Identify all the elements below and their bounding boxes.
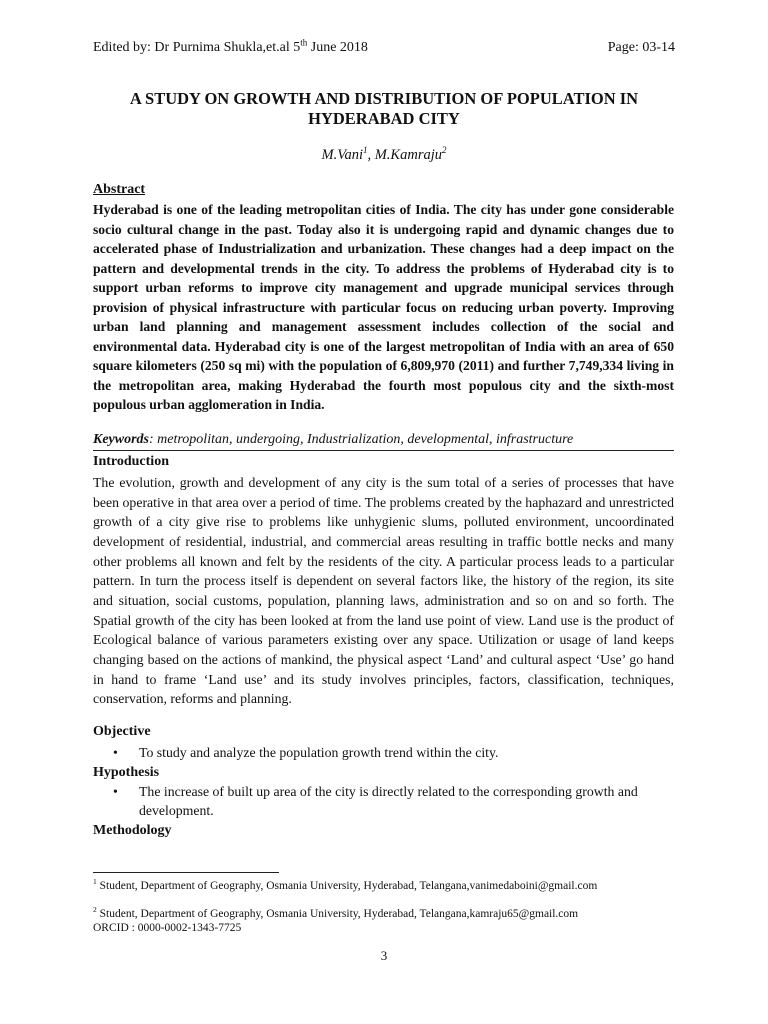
- hypothesis-item-text: The increase of built up area of the city is directly related to the corresponding growth and development.: [139, 784, 638, 818]
- title-line-1: A STUDY ON GROWTH AND DISTRIBUTION OF POPULATION IN: [129, 89, 639, 108]
- hypothesis-item: [113, 782, 674, 820]
- introduction-body: The evolution, growth and development of any city is the sum total of a series of processes that have been operative in that area over a period of time. The problems created by the haphazard and unrestricted growth of a city give rise to problems like unhygienic slums, polluted environment, uncoordinated development of residential, industrial, and commercial areas resulting in traffic bottle necks and many other problems all known and felt by the residents of the city. A particular process leads to a particular pattern. In turn the process itself is dependent on several factors like, the history of the region, its site and situation, social customs, population, planning laws, administration and so on and so forth. The Spatial growth of the city has been looked at from the land use point of view. Land use is the product of Ecological balance of various parameters existing over any space. Utilization or usage of land keeps changing based on the actions of mankind, the physical aspect ‘Land’ and cultural aspect ‘Use’ go hand in hand to frame ‘Land use’ and its study involves principles, factors, classification, techniques, conservation, reforms and planning.: [93, 475, 674, 707]
- objective-heading: Objective: [93, 724, 151, 739]
- author-separator: ,: [367, 147, 375, 163]
- header-edition: [93, 39, 368, 57]
- hypothesis-heading: Hypothesis: [93, 765, 160, 780]
- author-2-name: M.Kamraju: [374, 147, 442, 163]
- keywords-label: Keywords: [93, 432, 149, 447]
- running-header: [93, 39, 675, 57]
- header-edition-text: Edited by: Dr Purnima Shukla,et.al 5: [93, 40, 301, 55]
- author-1-marker: 1: [362, 145, 368, 156]
- objective-item: [113, 743, 674, 762]
- footnote-2: [93, 907, 693, 935]
- author-line: [93, 146, 675, 164]
- abstract-body: Hyderabad is one of the leading metropolitan cities of India. The city has under gone considerable socio cultural change in the past. Today also it is undergoing rapid and dynamic changes due to accelerated phase of Industrialization and urbanization. These changes had a deep impact on the pattern and developmental trends in the city. To address the problems of Hyderabad city is to support urban reforms to improve city management and upgrade municipal services through provision of physical infrastructure with particular focus on reducing urban poverty. Improving urban land planning and management assessment includes collection of the social and environmental data. Hyderabad city is one of the largest metropolitan of India with an area of 650 square kilometers (250 sq mi) with the population of 6,809,970 (2011) and further 7,749,334 living in the metropolitan area, making Hyderabad the fourth most populous city and the sixth-most populous urban agglomeration in India.: [93, 202, 674, 413]
- methodology-heading: Methodology: [93, 823, 172, 838]
- footnote-2-marker: 2: [93, 905, 97, 915]
- header-date-suffix: June 2018: [307, 40, 368, 55]
- title-line-2: HYDERABAD CITY: [308, 109, 460, 128]
- footnote-separator: [93, 872, 279, 873]
- objective-item-text: To study and analyze the population growth trend within the city.: [139, 745, 499, 760]
- section-divider: [93, 450, 674, 451]
- author-1-name: M.Vani: [321, 147, 363, 163]
- keywords-line: [93, 431, 674, 449]
- paper-title: [93, 89, 675, 129]
- page-number: 3: [380, 948, 388, 963]
- footnote-1-text: Student, Department of Geography, Osmania University, Hyderabad, Telangana,vanimedaboini@gmail.com: [96, 880, 598, 892]
- header-page-range: Page: 03-14: [607, 40, 675, 55]
- footnote-1-marker: 1: [93, 877, 97, 887]
- introduction-heading: Introduction: [93, 454, 169, 469]
- footnote-2-orcid: ORCID : 0000-0002-1343-7725: [93, 922, 242, 934]
- footnote-1: [93, 879, 693, 893]
- abstract-heading: Abstract: [93, 182, 146, 197]
- author-2-marker: 2: [442, 145, 447, 156]
- bullet-dot: •: [113, 745, 118, 760]
- bullet-dot: •: [113, 784, 118, 799]
- footnote-2-text: Student, Department of Geography, Osmania University, Hyderabad, Telangana,kamraju65@gmail.com: [96, 908, 579, 920]
- keywords-list: : metropolitan, undergoing, Industrialization, developmental, infrastructure: [149, 432, 574, 447]
- header-date-ordinal: th: [300, 37, 308, 48]
